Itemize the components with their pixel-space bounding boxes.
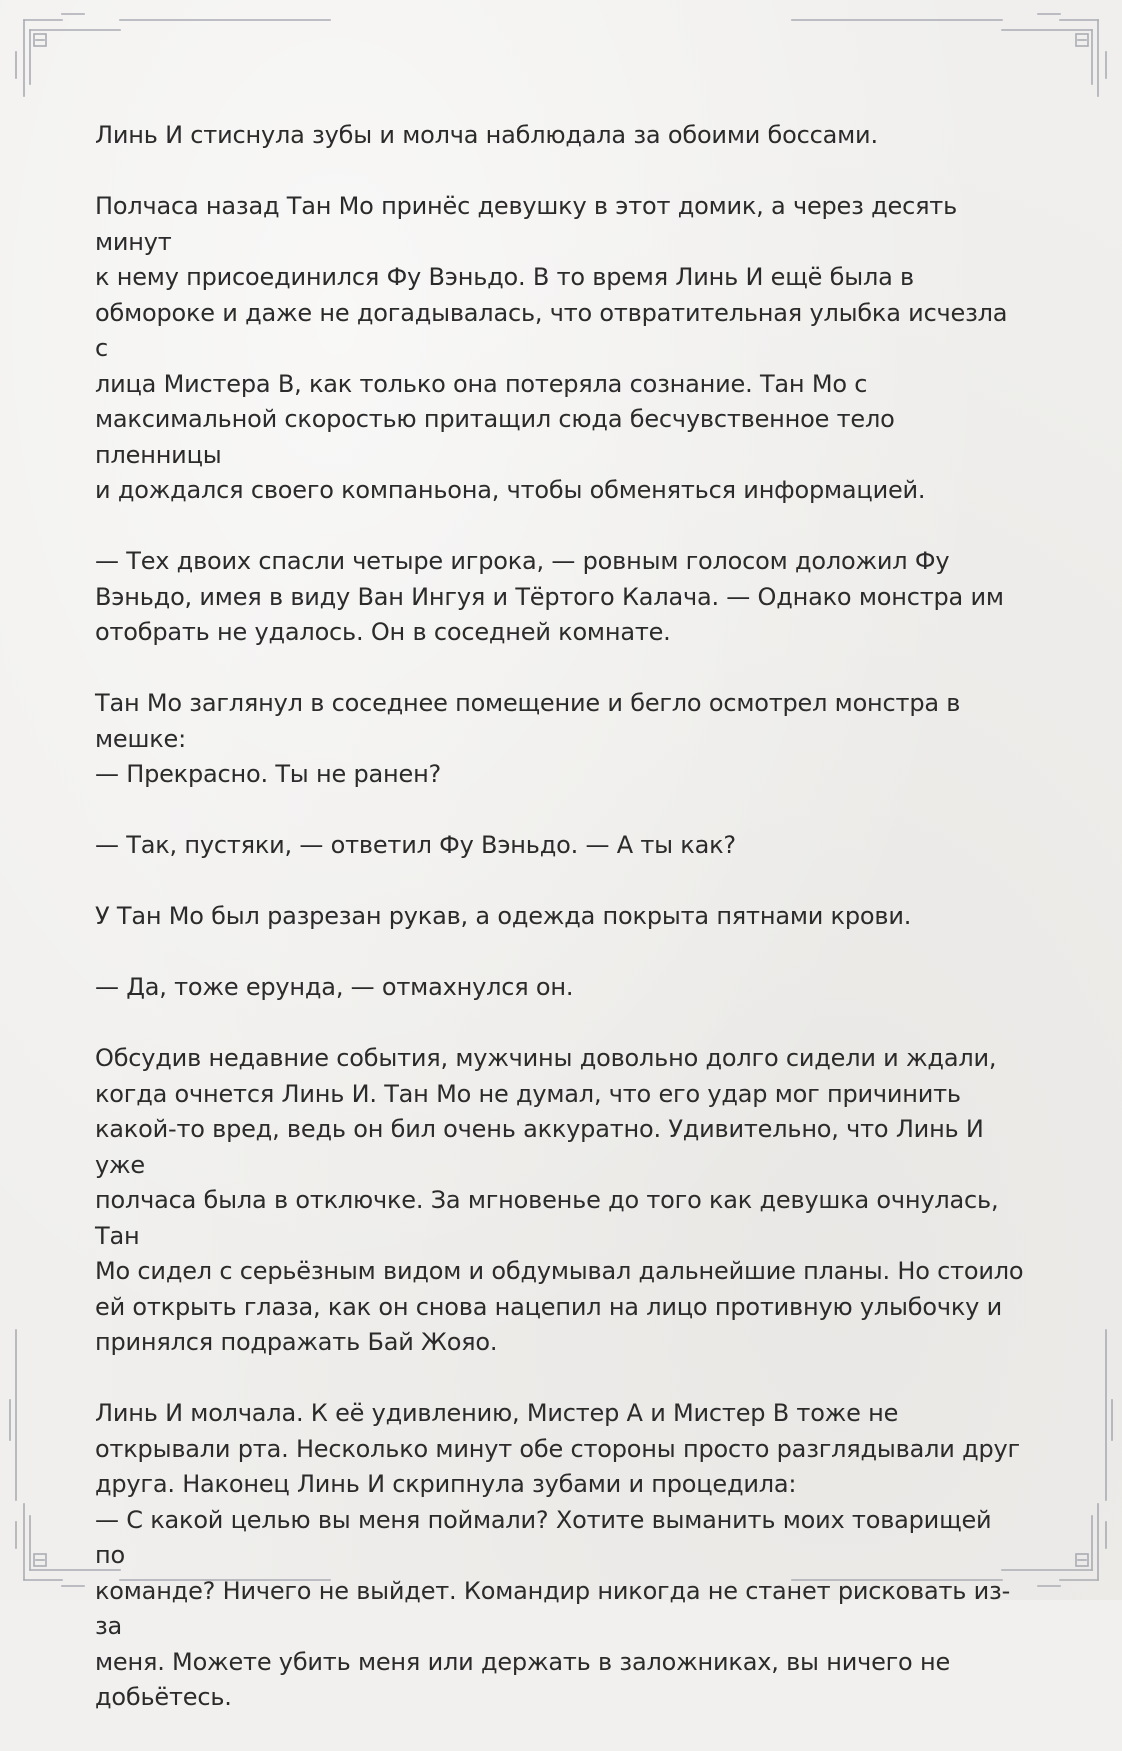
paragraph-2: Полчаса назад Тан Мо принёс девушку в этот домик, а через десять минут к нему присоединился Фу Вэньдо. В то время Линь И ещё была в обмороке и даже не догадывалась, что отвратительная улыбка исчезла с лица Мистера В, как только она потеряла сознание. Тан Мо с максимальной скоростью притащил сюда бесчувственное тело пленницы и дождался своего компаньона, чтобы обменяться информацией. — [95, 192, 1008, 504]
side-rail-left — [10, 1330, 16, 1500]
paragraph-8: Обсудив недавние события, мужчины довольно долго сидели и ждали, когда очнется Линь И. Тан Мо не думал, что его удар мог причинить какой-то вред, ведь он бил очень аккуратно. Удивительно, что Линь И уже полчаса была в отключке. За мгновенье до того как девушка очнулась, Тан Мо сидел с серьёзным видом и обдумывал дальнейшие планы. Но стоило ей открыть глаза, как он снова нацепил на лицо противную улыбочку и принялся подражать Бай Жояо. — [95, 1044, 1024, 1356]
paragraph-4: Тан Мо заглянул в соседнее помещение и бегло осмотрел монстра в мешке: — Прекрасно. Ты не ранен? — [95, 689, 961, 788]
corner-ornament-top-right — [792, 14, 1106, 96]
paragraph-3: — Тех двоих спасли четыре игрока, — ровным голосом доложил Фу Вэньдо, имея в виду Ван Ингуя и Тёртого Калача. — Однако монстра им отобрать не удалось. Он в соседней комнате. — [95, 547, 1004, 646]
paragraph-6: У Тан Мо был разрезан рукав, а одежда покрыта пятнами крови. — [95, 902, 912, 930]
side-rail-right — [1106, 1330, 1112, 1500]
corner-ornament-top-left — [16, 14, 330, 96]
paragraph-5: — Так, пустяки, — ответил Фу Вэньдо. — А ты как? — [95, 831, 736, 859]
paragraph-1: Линь И стиснула зубы и молча наблюдала за обоими боссами. — [95, 121, 878, 149]
text-body — [95, 118, 1025, 1751]
paragraph-7: — Да, тоже ерунда, — отмахнулся он. — [95, 973, 574, 1001]
paragraph-9: Линь И молчала. К её удивлению, Мистер А и Мистер В тоже не открывали рта. Несколько минут обе стороны просто разглядывали друг друга. Наконец Линь И скрипнула зубами и процедила: — С какой целью вы меня поймали? Хотите выманить моих товарищей по команде? Ничего не выйдет. Командир никогда не станет рисковать из-за меня. Можете убить меня или держать в заложниках, вы ничего не добьётесь. — [95, 1399, 1020, 1711]
